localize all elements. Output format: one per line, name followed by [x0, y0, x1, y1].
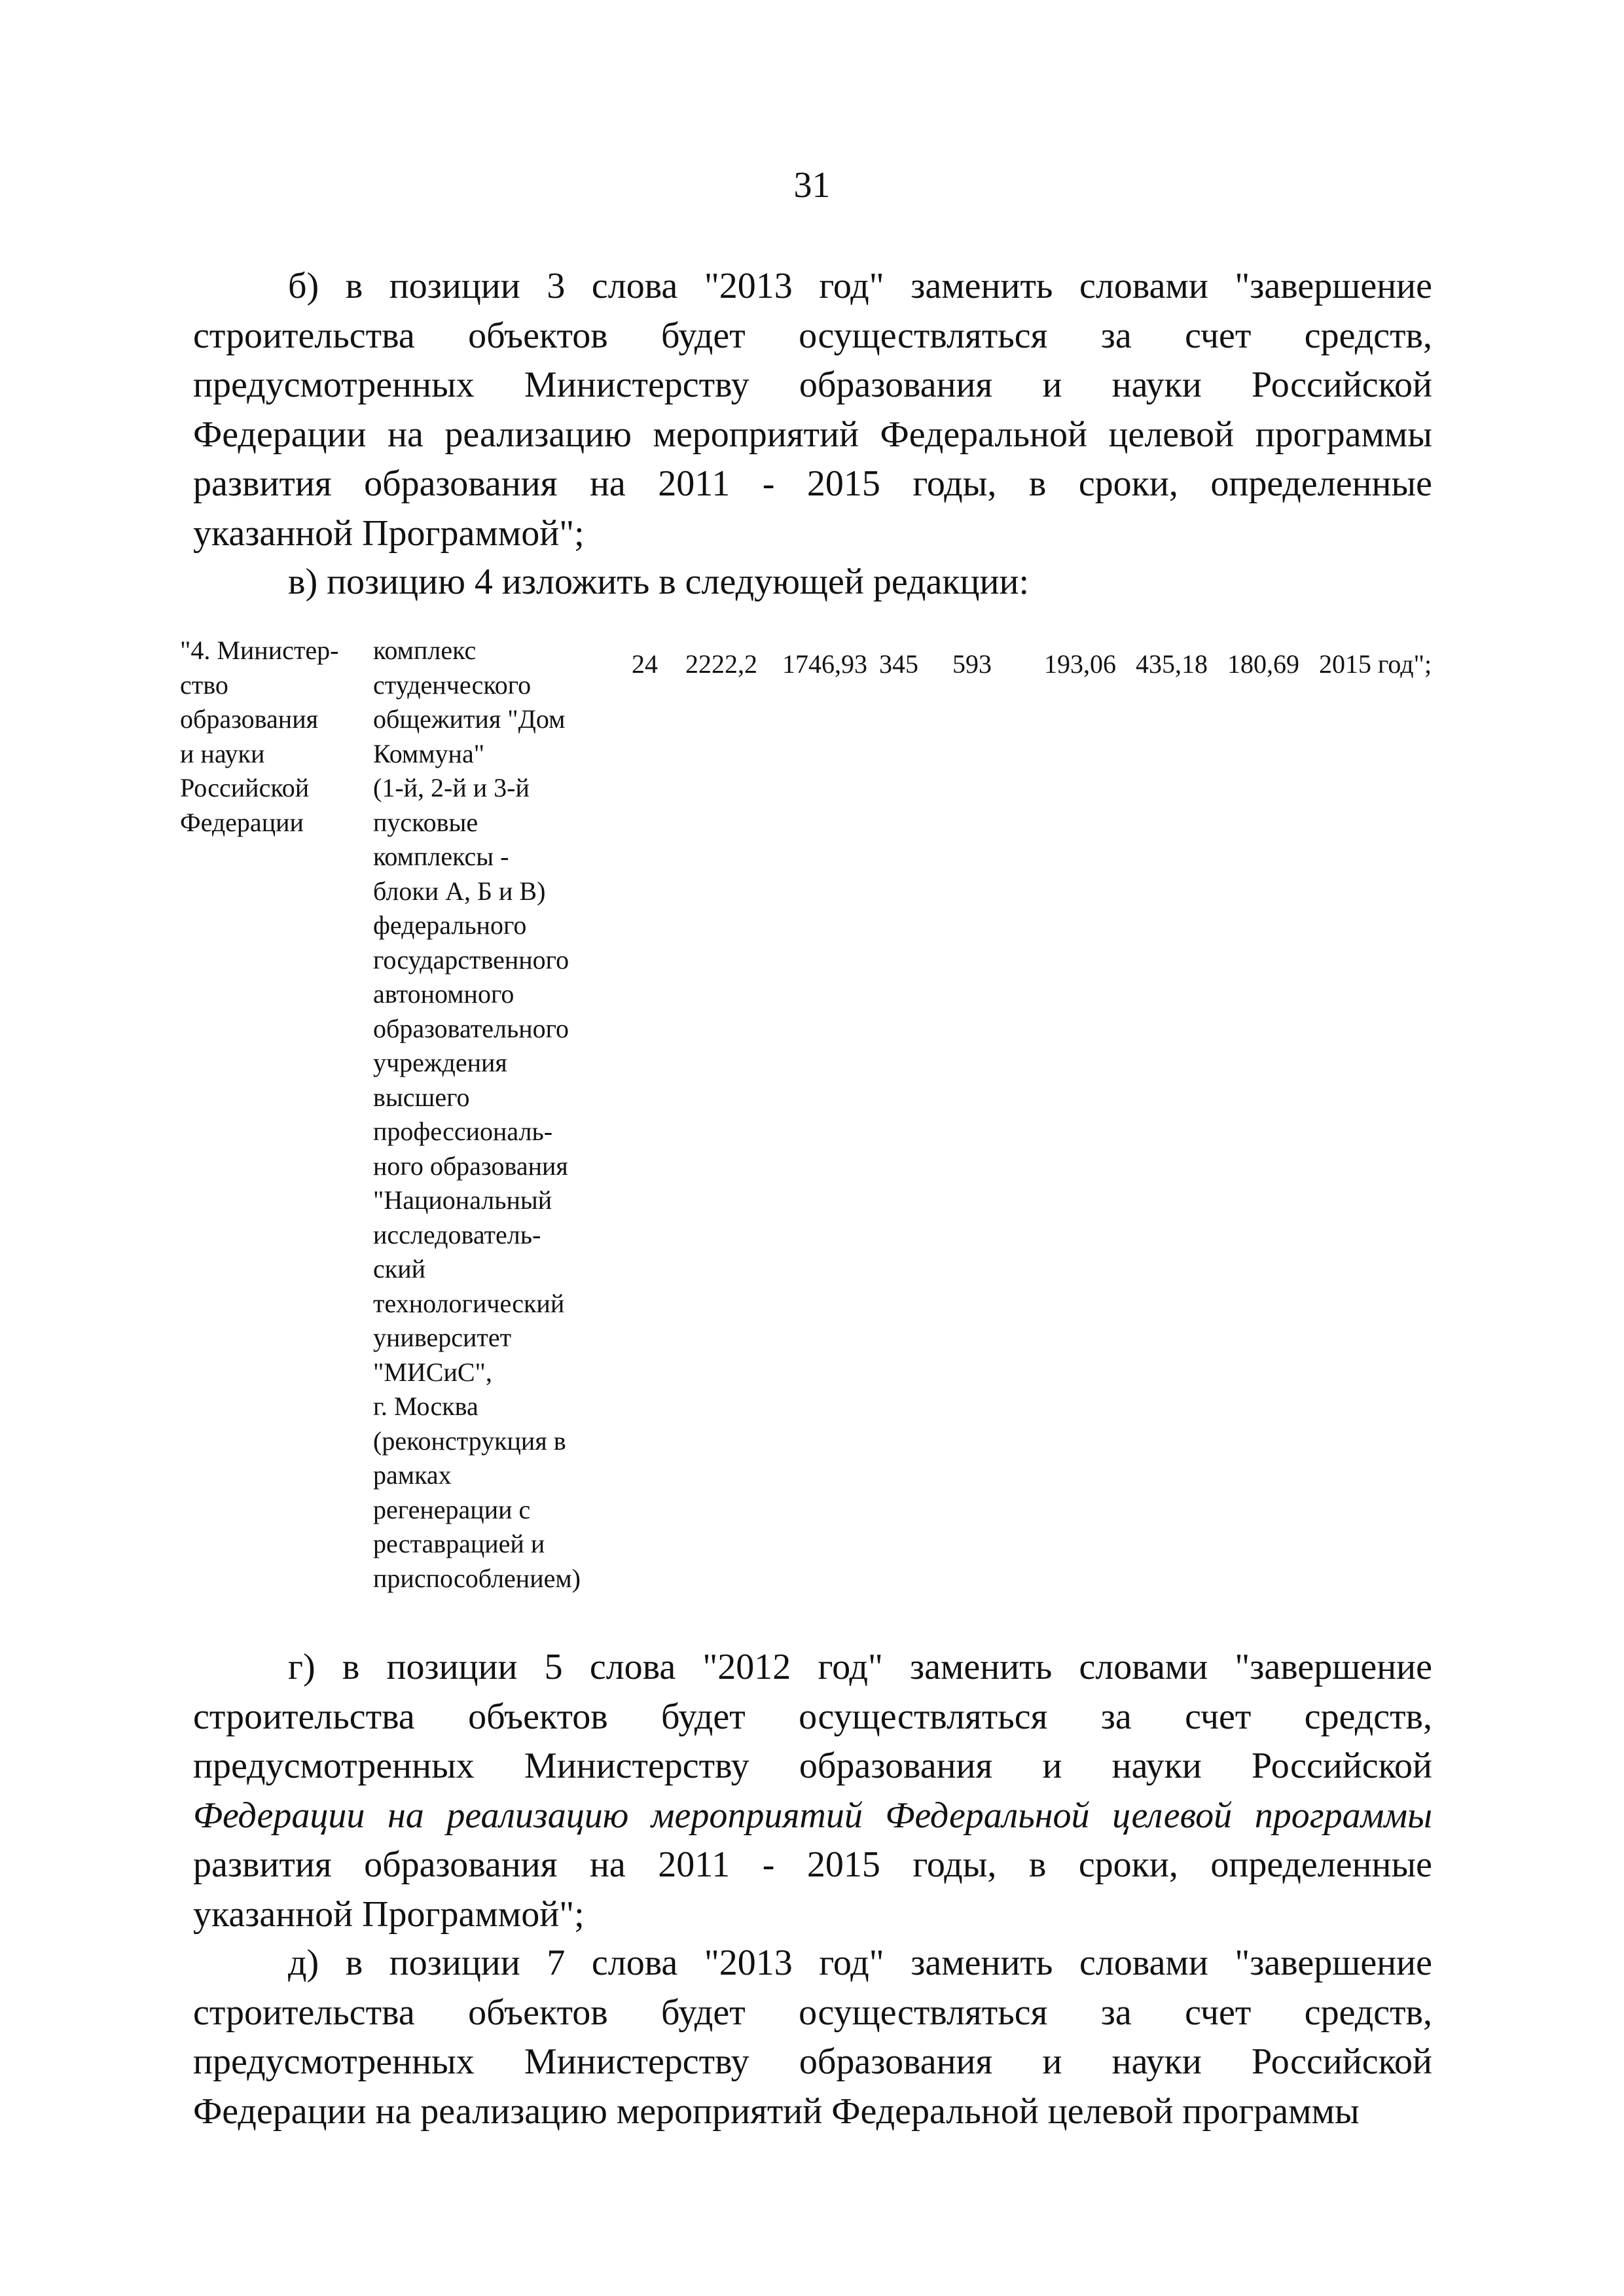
paragraph-line: д) в позиции 7 слова "2013 год" заменить словами "завершение [288, 1943, 1432, 1983]
page-number: 31 [793, 165, 831, 206]
paragraph-line: предусмотренных Министерству образования и науки Российской [193, 2041, 1432, 2082]
value-cell: 24 [632, 649, 658, 679]
ministry-line: и науки [180, 738, 265, 768]
object-line: приспособлением) [373, 1563, 581, 1593]
object-line: регенерации с [373, 1494, 531, 1524]
object-line: пусковые [373, 807, 478, 837]
paragraph-line: предусмотренных Министерству образования и науки Российской [193, 1746, 1432, 1786]
object-line: исследователь- [373, 1219, 541, 1249]
paragraph-b [193, 262, 1432, 558]
ministry-line: ство [180, 670, 228, 700]
object-line: (реконструкция в [373, 1426, 566, 1456]
ministry-line: "4. Министер- [180, 636, 339, 665]
paragraph-d [193, 1939, 1432, 2136]
object-line: федерального [373, 910, 527, 940]
object-line: комплексы - [373, 842, 509, 871]
completion-year-cell: 2015 год"; [1319, 649, 1432, 679]
paragraph-line: б) в позиции 3 слова "2013 год" заменить словами "завершение [288, 266, 1432, 306]
value-cell: 180,69 [1227, 649, 1299, 679]
object-line: "Национальный [373, 1185, 552, 1215]
object-line: г. Москва [373, 1391, 478, 1421]
paragraph-g [193, 1643, 1432, 1939]
paragraph-line: Федерации на реализацию мероприятий Федеральной целевой программы [193, 414, 1432, 455]
object-line: общежития "Дом [373, 704, 566, 734]
value-cell: 1746,93 [782, 649, 867, 679]
object-line: "МИСиС", [373, 1357, 492, 1387]
paragraph-line: строительства объектов будет осуществляться за счет средств, [193, 1992, 1432, 2033]
value-cell: 2222,2 [685, 649, 757, 679]
ministry-line: Российской [180, 773, 310, 802]
object-line: технологический [373, 1288, 565, 1318]
object-line: университет [373, 1323, 512, 1352]
paragraph-line: развития образования на 2011 - 2015 годы, в сроки, определенные [193, 1844, 1432, 1885]
object-line: блоки А, Б и В) [373, 876, 546, 906]
object-line: реставрацией и [373, 1529, 545, 1558]
paragraph-line: строительства объектов будет осуществляться за счет средств, [193, 315, 1432, 356]
object-line: Коммуна" [373, 738, 485, 768]
paragraph-line: развития образования на 2011 - 2015 годы, в сроки, определенные [193, 463, 1432, 504]
paragraph-line: Федерации на реализацию мероприятий Федеральной целевой программы [193, 1795, 1432, 1836]
object-line: (1-й, 2-й и 3-й [373, 773, 530, 802]
object-line: автономного [373, 979, 514, 1009]
object-line: рамках [373, 1460, 452, 1490]
object-cell [373, 634, 622, 1596]
paragraph-v: в) позицию 4 изложить в следующей редакции: [288, 562, 1030, 602]
value-cell: 435,18 [1136, 649, 1208, 679]
paragraph-line: строительства объектов будет осуществляться за счет средств, [193, 1696, 1432, 1737]
value-cell: 345 [879, 649, 918, 679]
value-cell: 193,06 [1044, 649, 1116, 679]
object-line: учреждения [373, 1048, 507, 1077]
paragraph-line: Федерации на реализацию мероприятий Федеральной целевой программы [193, 2090, 1360, 2132]
paragraph-line: г) в позиции 5 слова "2012 год" заменить словами "завершение [288, 1647, 1432, 1687]
object-line: высшего [373, 1082, 470, 1112]
paragraph-line: предусмотренных Министерству образования и науки Российской [193, 365, 1432, 405]
paragraph-line: указанной Программой"; [193, 1893, 585, 1935]
object-line: ного образования [373, 1151, 568, 1181]
value-cell: 593 [952, 649, 992, 679]
object-line: государственного [373, 944, 569, 975]
object-line: студенческого [373, 670, 532, 700]
ministry-cell [180, 634, 370, 840]
object-line: образовательного [373, 1013, 569, 1043]
paragraph-line: указанной Программой"; [193, 512, 585, 554]
object-line: профессиональ- [373, 1117, 553, 1146]
object-line: комплекс [373, 636, 477, 665]
ministry-line: образования [180, 704, 318, 734]
object-line: ский [373, 1254, 425, 1283]
ministry-line: Федерации [180, 807, 304, 837]
